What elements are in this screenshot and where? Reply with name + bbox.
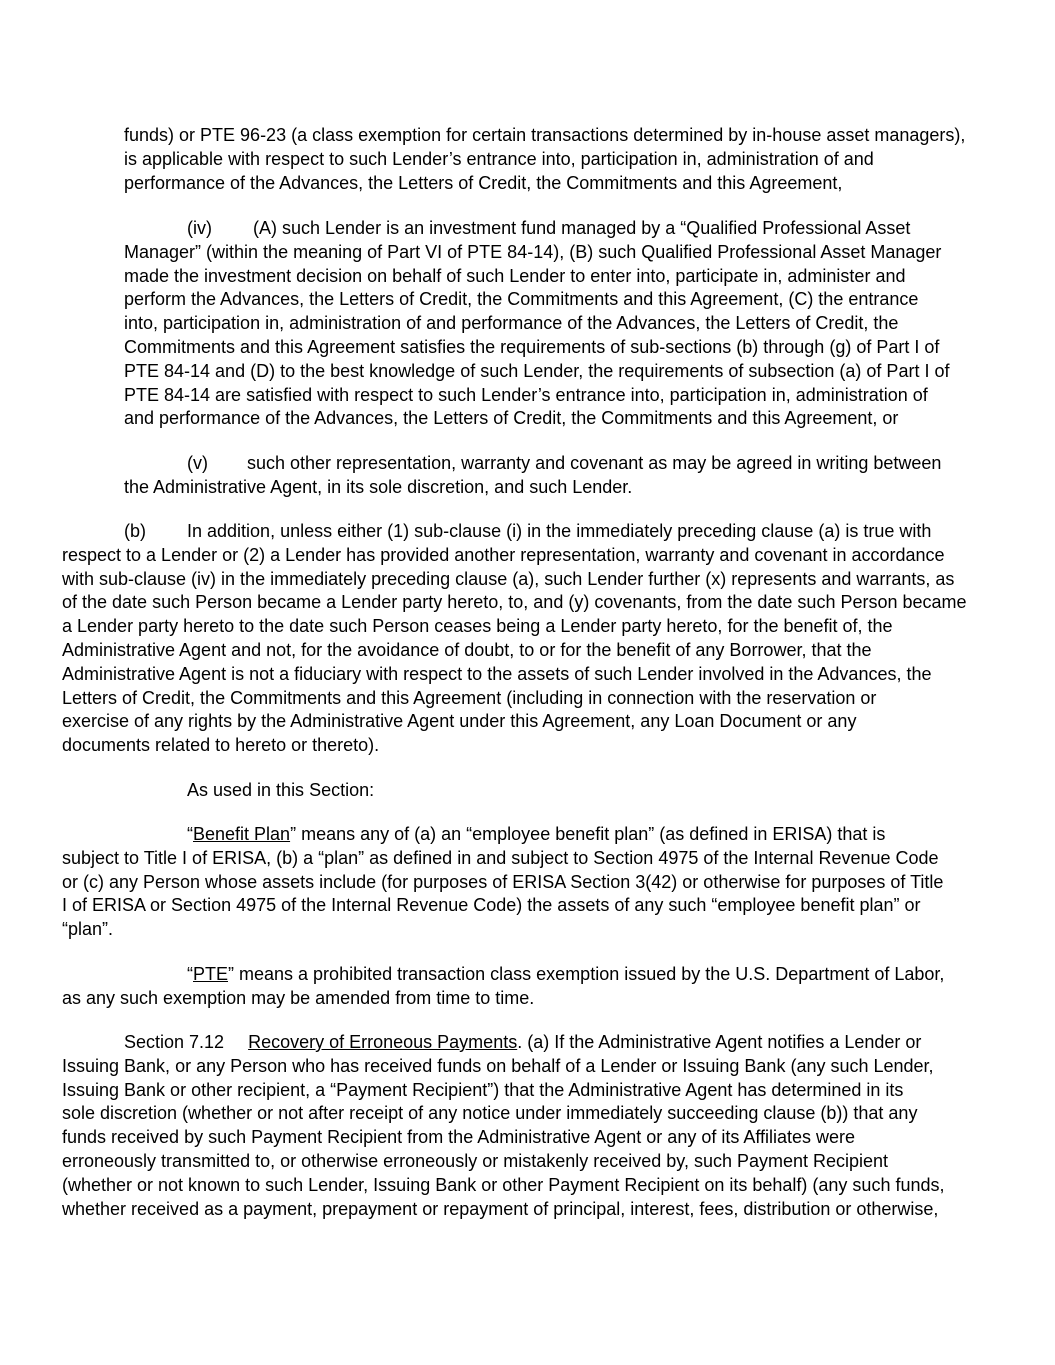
text-line: a Lender party hereto to the date such Person ceases being a Lender party hereto, for the benefit of, the xyxy=(62,616,893,637)
paragraph-v xyxy=(124,452,941,500)
text-line: Issuing Bank, or any Person who has received funds on behalf of a Lender or Issuing Bank (any such Lender, xyxy=(62,1055,934,1076)
text-line: with sub-clause (iv) in the immediately preceding clause (a), such Lender further (x) represents and warrants, as xyxy=(62,568,955,589)
text-line: Issuing Bank or other recipient, a “Payment Recipient”) that the Administrative Agent has determined in its xyxy=(62,1079,904,1100)
text-line: sole discretion (whether or not after receipt of any notice under immediately succeeding clause (b)) that any xyxy=(62,1103,918,1124)
clause-number: (v) xyxy=(187,453,208,473)
clause-number: (b) xyxy=(124,521,146,541)
section-7-12: Section 7.12 Recovery of Erroneous Payments. (a) If the Administrative Agent notifies a Lender or Issuing Bank, or any Person who has received funds on behalf of a Lender or Issuing Bank (any such Lender, Issuing Bank or other recipient, a “Payment Recipient”) that the Administrative Agent has determined in its sole discretion (whether or not after receipt of any notice under immediately succeeding clause (b)) that any funds received by such Payment Recipient from the Administrative Agent or any of its Affiliates were erroneously transmitted to, or otherwise erroneously or mistakenly received by, such Payment Recipient (whether or not known to such Lender, Issuing Bank or other Payment Recipient on its behalf) (any such funds, whether received as a payment, prepayment or repayment of principal, interest, fees, distribution or otherwise, xyxy=(62,1031,945,1221)
section-title: Recovery of Erroneous Payments xyxy=(248,1032,518,1052)
text-line: documents related to hereto or thereto). xyxy=(62,735,380,756)
section-number: Section 7.12 xyxy=(124,1032,225,1052)
text-line: funds received by such Payment Recipient from the Administrative Agent or any of its Affiliates were xyxy=(62,1127,856,1148)
text-line: Administrative Agent and not, for the avoidance of doubt, to or for the benefit of any Borrower, that the xyxy=(62,639,872,660)
text-line: Administrative Agent is not a fiduciary with respect to the assets of such Lender involved in the Advances, the xyxy=(62,663,932,684)
text-line: perform the Advances, the Letters of Credit, the Commitments and this Agreement, (C) the entrance xyxy=(124,289,919,310)
text-line: In addition, unless either (1) sub-clause (i) in the immediately preceding clause (a) is true with xyxy=(187,521,932,541)
text-line: of the date such Person became a Lender party hereto, to, and (y) covenants, from the date such Person became xyxy=(62,592,967,613)
paragraph-b xyxy=(62,520,967,758)
text-line: (A) such Lender is an investment fund managed by a “Qualified Professional Asset xyxy=(253,218,911,238)
text-line: Manager” (within the meaning of Part VI of PTE 84-14), (B) such Qualified Professional Asset Manager xyxy=(124,241,942,262)
text-line: whether received as a payment, prepayment or repayment of principal, interest, fees, distribution or otherwise, xyxy=(62,1198,939,1219)
text-line: as any such exemption may be amended from time to time. xyxy=(62,987,535,1008)
text-line: is applicable with respect to such Lender’s entrance into, participation in, administration of and xyxy=(124,148,874,169)
text-line: made the investment decision on behalf of such Lender to enter into, participate in, administer and xyxy=(124,265,906,286)
text-line: erroneously transmitted to, or otherwise erroneously or mistakenly received by, such Payment Recipient xyxy=(62,1150,889,1171)
text-line: respect to a Lender or (2) a Lender has provided another representation, warranty and covenant in accordance xyxy=(62,544,945,565)
text-line: “plan”. xyxy=(62,919,114,940)
text-line: exercise of any rights by the Administrative Agent under this Agreement, any Loan Document or any xyxy=(62,711,857,732)
text-line: subject to Title I of ERISA, (b) a “plan” as defined in and subject to Section 4975 of the Internal Revenue Code xyxy=(62,847,939,868)
text-line: PTE 84-14 and (D) to the best knowledge of such Lender, the requirements of subsection (a) of Part I of xyxy=(124,360,950,381)
clause-number: (iv) xyxy=(187,218,212,238)
text-line: or (c) any Person whose assets include (for purposes of ERISA Section 3(42) or otherwise for purposes of Title xyxy=(62,871,944,892)
text-line: performance of the Advances, the Letters of Credit, the Commitments and this Agreement, xyxy=(124,172,843,193)
text-line: PTE 84-14 are satisfied with respect to such Lender’s entrance into, participation in, administration of xyxy=(124,384,928,405)
text-line: Commitments and this Agreement satisfies the requirements of sub-sections (b) through (g) of Part I of xyxy=(124,336,940,357)
paragraph-iv xyxy=(124,217,949,431)
paragraph-iii-tail xyxy=(124,124,965,195)
text-line: the Administrative Agent, in its sole discretion, and such Lender. xyxy=(124,476,633,497)
defined-term: Benefit Plan xyxy=(193,824,291,844)
text-line: and performance of the Advances, the Letters of Credit, the Commitments and this Agreement, or xyxy=(124,408,899,429)
text-line: I of ERISA or Section 4975 of the Internal Revenue Code) the assets of any such “employee benefit plan” or xyxy=(62,895,921,916)
text-line: into, participation in, administration of and performance of the Advances, the Letters of Credit, the xyxy=(124,313,899,334)
definition-benefit-plan: “Benefit Plan” means any of (a) an “employee benefit plan” (as defined in ERISA) that is subject to Title I of ERISA, (b) a “plan” as defined in and subject to Section 4975 of the Internal Revenue Code or (c) any Person whose assets include (for purposes of ERISA Section 3(42) or otherwise for purposes of Title I of ERISA or Section 4975 of the Internal Revenue Code) the assets of any such “employee benefit plan” or “plan”. xyxy=(62,823,943,942)
text-line: (whether or not known to such Lender, Issuing Bank or other Payment Recipient on its behalf) (any such funds, xyxy=(62,1174,945,1195)
as-used-heading: As used in this Section: xyxy=(187,780,375,800)
definition-pte: “PTE” means a prohibited transaction class exemption issued by the U.S. Department of Labor, as any such exemption may be amended from time to time. xyxy=(62,963,944,1011)
text-line: such other representation, warranty and covenant as may be agreed in writing between xyxy=(247,453,942,473)
defined-term: PTE xyxy=(193,964,229,984)
text-line: Letters of Credit, the Commitments and this Agreement (including in connection with the reservation or xyxy=(62,687,877,708)
text-line: funds) or PTE 96-23 (a class exemption for certain transactions determined by in-house asset managers), xyxy=(124,125,966,145)
